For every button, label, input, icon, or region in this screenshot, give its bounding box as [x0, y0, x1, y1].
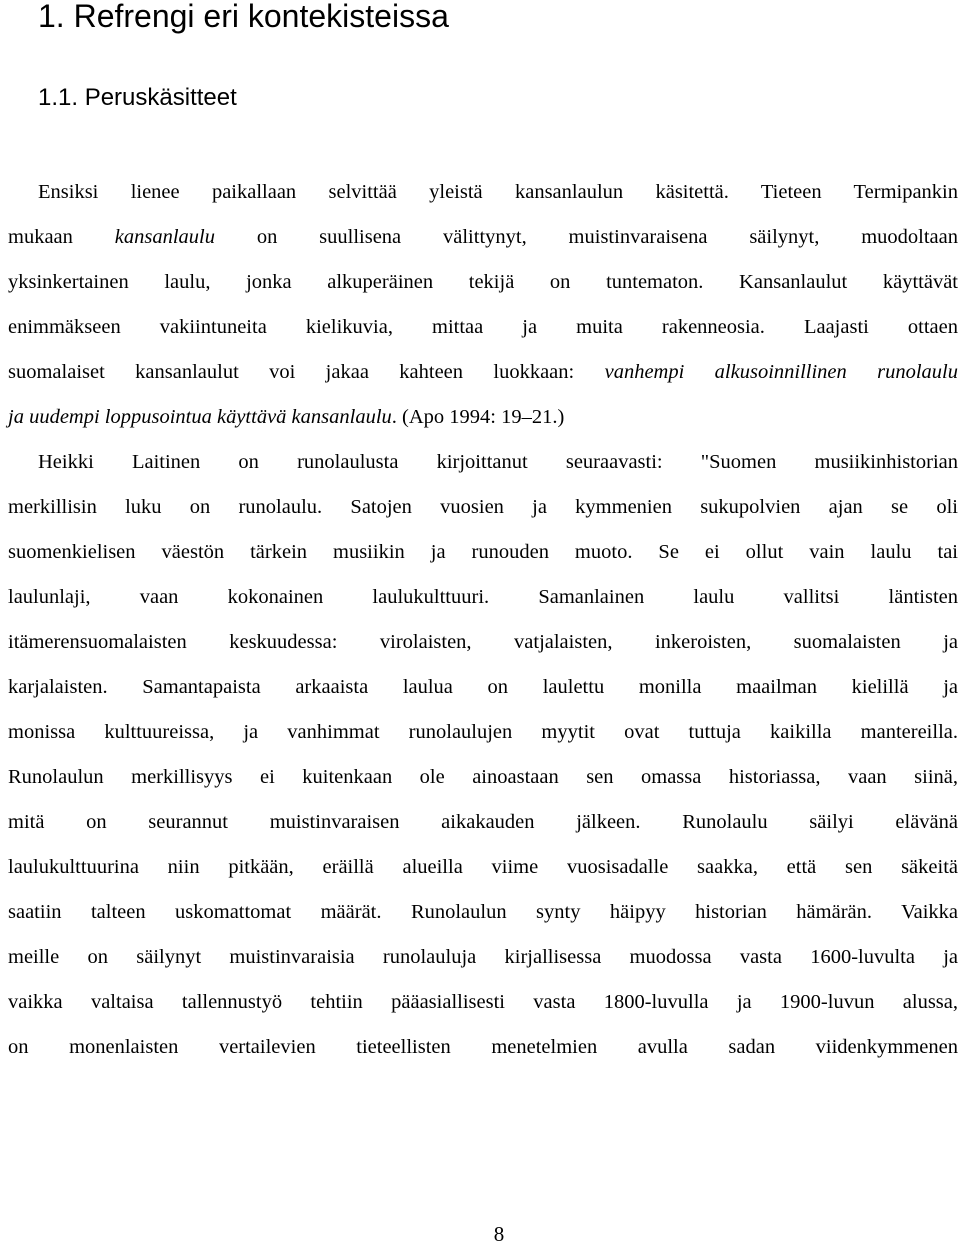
text-line: meille on säilynyt muistinvaraisia runolauluja kirjallisessa muodossa vasta 1600-luvulta ja — [8, 946, 958, 968]
text-line: vaikka valtaisa tallennustyö tehtiin pääasiallisesti vasta 1800-luvulla ja 1900-luvun alussa, — [8, 991, 958, 1013]
term-kansanlaulu: kansanlaulu — [114, 226, 215, 248]
page-number: 8 — [493, 1222, 505, 1246]
term-kansanlaulu-new: ja uudempi loppusointua käyttävä kansanlaulu — [8, 406, 392, 428]
text-line: laulukulttuurina niin pitkään, eräillä alueilla viime vuosisadalle saakka, että sen säkeitä — [8, 856, 958, 878]
text-line: suomalaiset kansanlaulut voi jakaa kahteen luokkaan: vanhempi alkusoinnillinen runolaulu — [8, 361, 959, 383]
text-line: laulunlaji, vaan kokonainen laulukulttuuri. Samanlainen laulu vallitsi läntisten — [8, 586, 958, 608]
chapter-heading: 1. Refrengi eri kontekisteissa — [38, 0, 449, 34]
text-line: saatiin talteen uskomattomat määrät. Runolaulun synty häipyy historian hämärän. Vaikka — [8, 901, 958, 923]
text-line: itämerensuomalaisten keskuudessa: virolaisten, vatjalaisten, inkeroisten, suomalaisten ja — [8, 631, 958, 653]
text-line: karjalaisten. Samantapaista arkaaista laulua on laulettu monilla maailman kielillä ja — [8, 676, 958, 698]
text-line: monissa kulttuureissa, ja vanhimmat runolaulujen myytit ovat tuttuja kaikilla mantereilla. — [8, 721, 958, 743]
text-line: merkillisin luku on runolaulu. Satojen vuosien ja kymmenien sukupolvien ajan se oli — [8, 496, 958, 518]
text-line: mitä on seurannut muistinvaraisen aikakauden jälkeen. Runolaulu säilyi elävänä — [8, 811, 958, 833]
text-line: Ensiksi lienee paikallaan selvittää yleistä kansanlaulun käsitettä. Tieteen Termipankin — [38, 181, 958, 203]
text-line: on monenlaisten vertailevien tieteellisten menetelmien avulla sadan viidenkymmenen — [8, 1036, 958, 1058]
body-text — [8, 170, 958, 1070]
text-line: yksinkertainen laulu, jonka alkuperäinen tekijä on tuntematon. Kansanlaulut käyttävät — [8, 271, 958, 293]
text-line: suomenkielisen väestön tärkein musiikin ja runouden muoto. Se ei ollut vain laulu tai — [8, 541, 958, 563]
text-line: Runolaulun merkillisyys ei kuitenkaan ole ainoastaan sen omassa historiassa, vaan siinä, — [8, 766, 958, 788]
paragraph-definition — [8, 170, 958, 440]
text-line: ja uudempi loppusointua käyttävä kansanlaulu. (Apo 1994: 19–21.) — [8, 406, 565, 428]
paragraph-quote — [8, 440, 958, 1070]
text-line: mukaan kansanlaulu on suullisena välittynyt, muistinvaraisena säilynyt, muodoltaan — [8, 226, 958, 248]
section-heading: 1.1. Peruskäsitteet — [38, 84, 237, 111]
text-line: Heikki Laitinen on runolaulusta kirjoittanut seuraavasti: "Suomen musiikinhistorian — [38, 451, 958, 473]
term-runolaulu: vanhempi alkusoinnillinen runolaulu — [604, 361, 959, 383]
text-line: enimmäkseen vakiintuneita kielikuvia, mittaa ja muita rakenneosia. Laajasti ottaen — [8, 316, 958, 338]
